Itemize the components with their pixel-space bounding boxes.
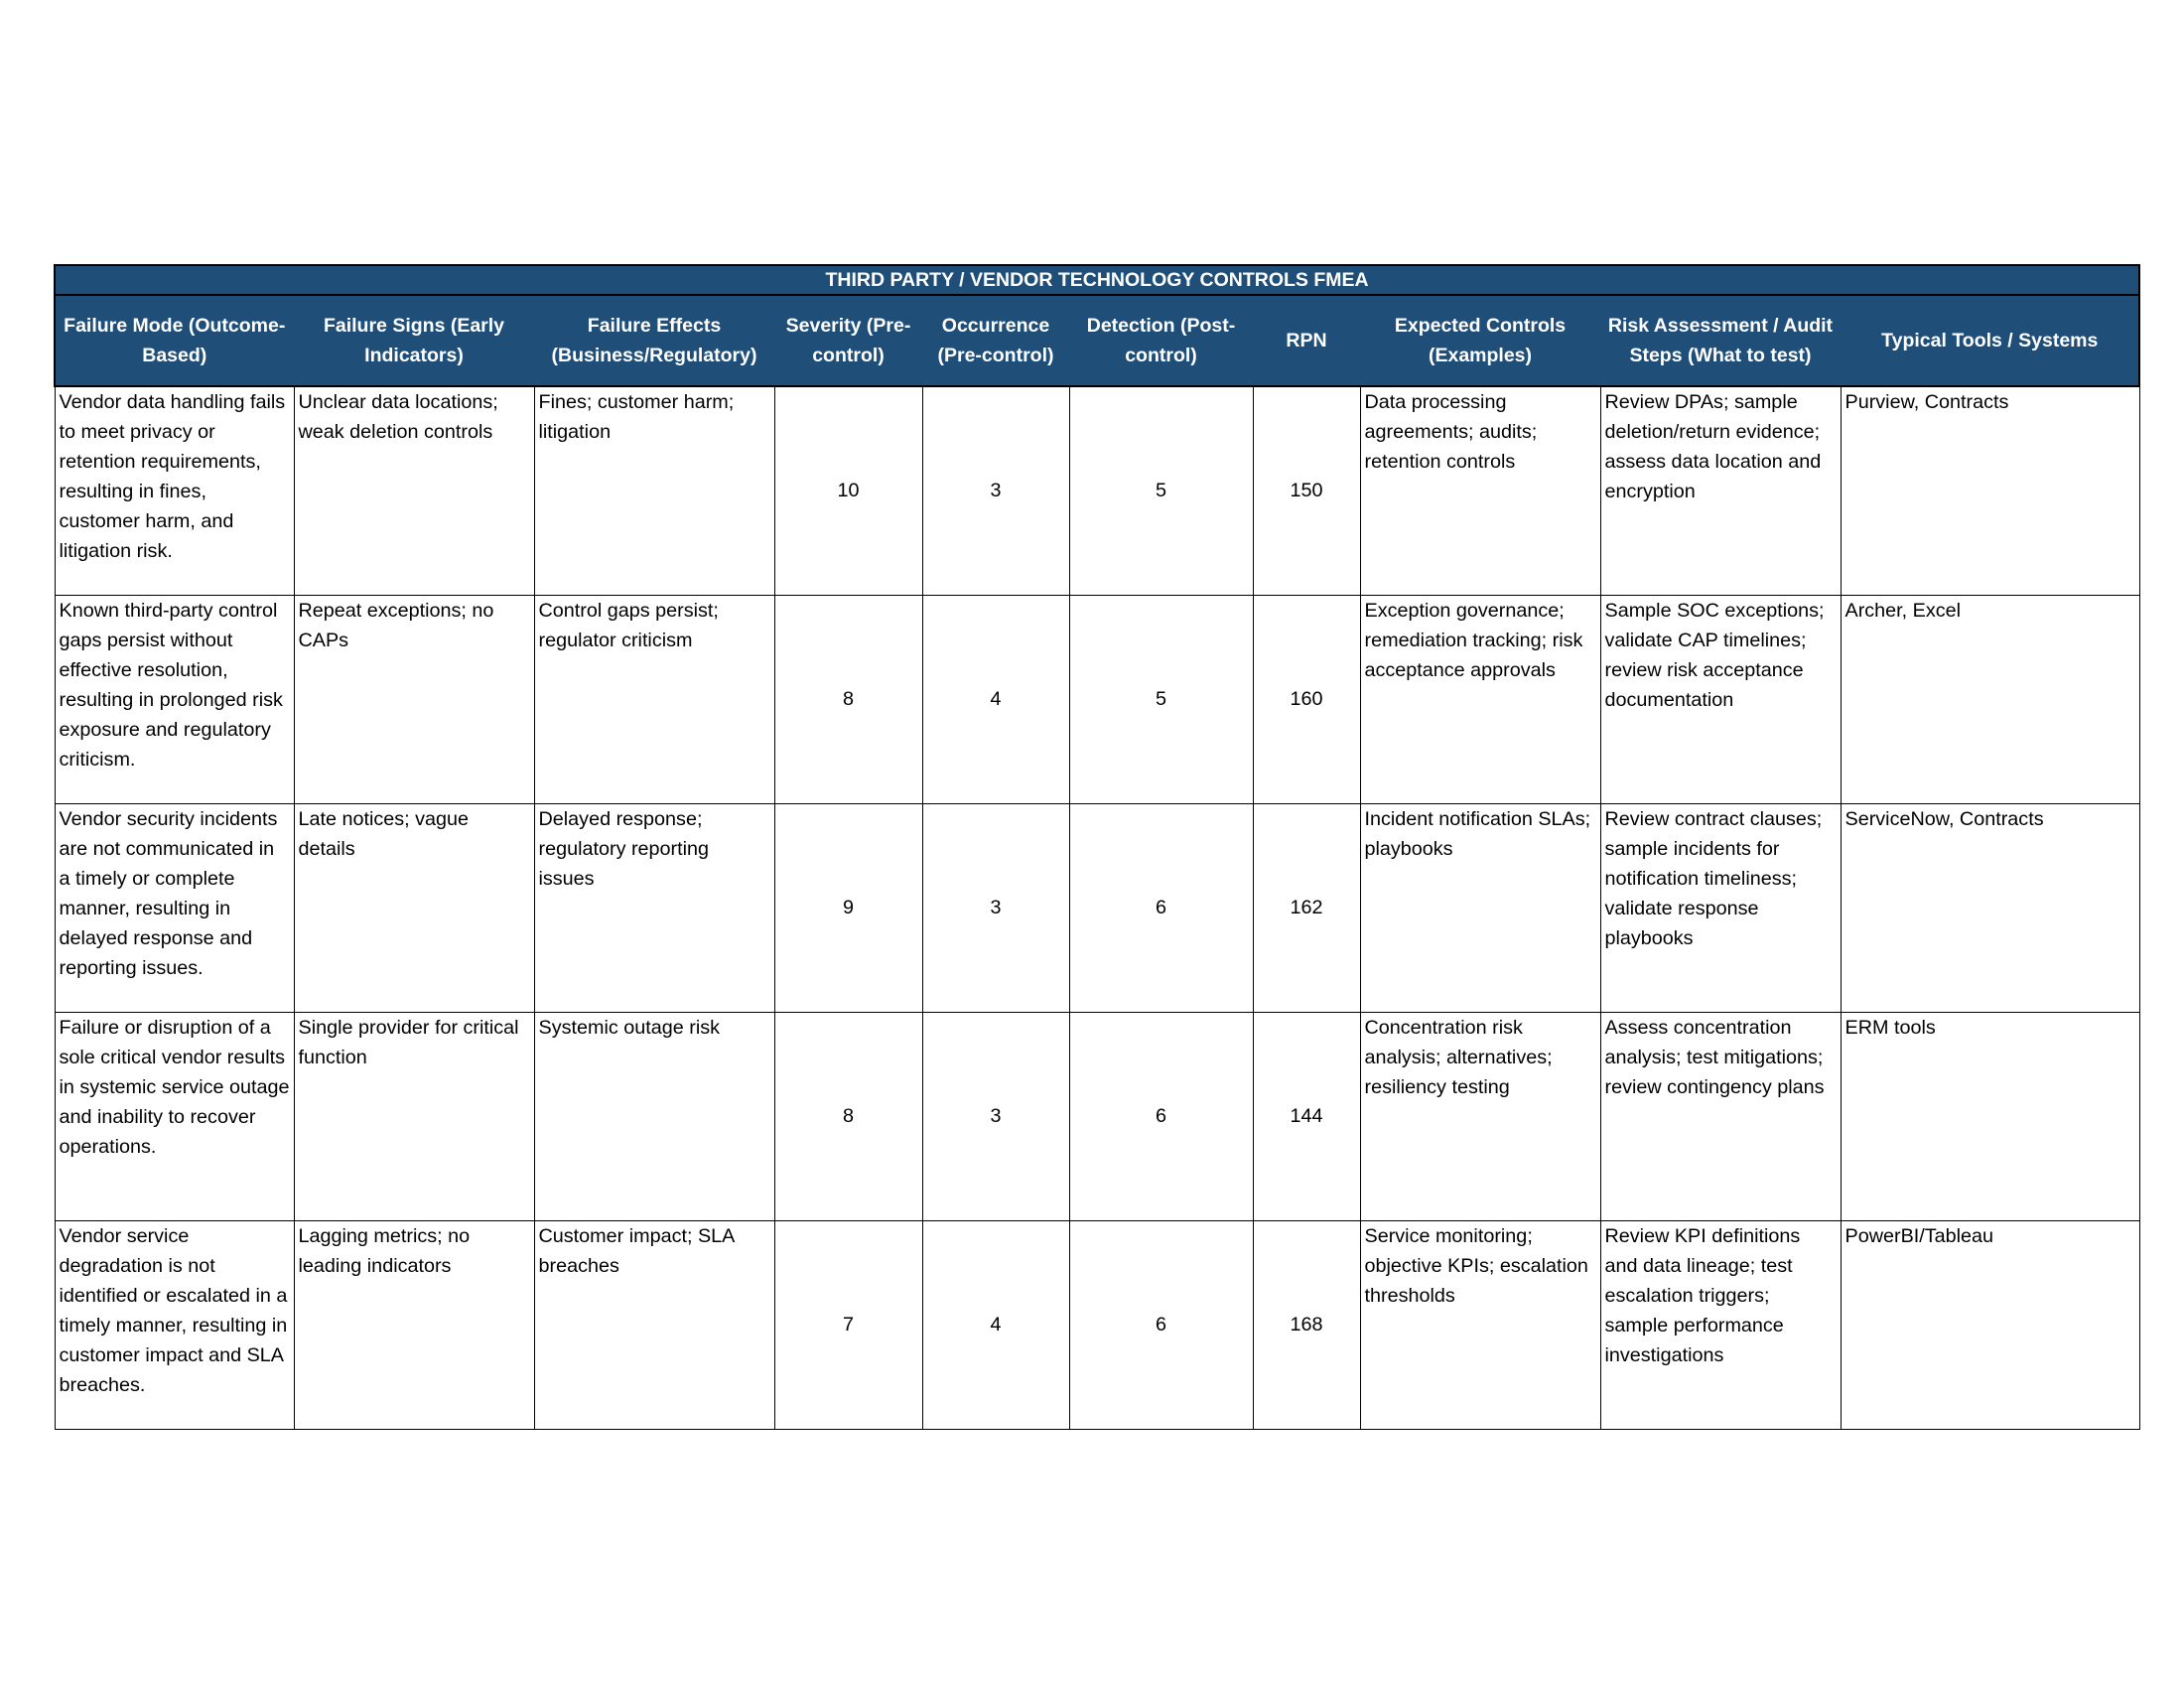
failure-signs-cell: Repeat exceptions; no CAPs bbox=[294, 595, 534, 803]
expected-controls-cell: Service monitoring; objective KPIs; escalation thresholds bbox=[1360, 1220, 1600, 1429]
failure-effects-cell: Systemic outage risk bbox=[534, 1012, 774, 1220]
severity-cell: 8 bbox=[774, 595, 922, 803]
occurrence-cell: 3 bbox=[922, 1012, 1069, 1220]
failure-mode-cell: Vendor security incidents are not communicated in a timely or complete manner, resulting in delayed response and reporting issues. bbox=[55, 803, 294, 1012]
audit-steps-cell: Review KPI definitions and data lineage; test escalation triggers; sample performance investigations bbox=[1600, 1220, 1841, 1429]
failure-signs-cell: Single provider for critical function bbox=[294, 1012, 534, 1220]
table-title: THIRD PARTY / VENDOR TECHNOLOGY CONTROLS FMEA bbox=[55, 265, 2139, 295]
occurrence-cell: 4 bbox=[922, 595, 1069, 803]
header-failure-mode: Failure Mode (Outcome-Based) bbox=[55, 295, 294, 386]
failure-mode-cell: Vendor service degradation is not identified or escalated in a timely manner, resulting in customer impact and SLA breaches. bbox=[55, 1220, 294, 1429]
header-rpn: RPN bbox=[1253, 295, 1360, 386]
audit-steps-cell: Sample SOC exceptions; validate CAP timelines; review risk acceptance documentation bbox=[1600, 595, 1841, 803]
header-failure-signs: Failure Signs (Early Indicators) bbox=[294, 295, 534, 386]
fmea-table bbox=[54, 264, 2140, 1430]
occurrence-cell: 4 bbox=[922, 1220, 1069, 1429]
audit-steps-cell: Review contract clauses; sample incidents for notification timeliness; validate response playbooks bbox=[1600, 803, 1841, 1012]
occurrence-cell: 3 bbox=[922, 386, 1069, 595]
table-row bbox=[55, 1220, 2139, 1429]
table-row bbox=[55, 1012, 2139, 1220]
tools-cell: ERM tools bbox=[1841, 1012, 2139, 1220]
expected-controls-cell: Exception governance; remediation tracking; risk acceptance approvals bbox=[1360, 595, 1600, 803]
detection-cell: 6 bbox=[1069, 803, 1253, 1012]
failure-mode-cell: Vendor data handling fails to meet privacy or retention requirements, resulting in fines, customer harm, and litigation risk. bbox=[55, 386, 294, 595]
failure-signs-cell: Unclear data locations; weak deletion controls bbox=[294, 386, 534, 595]
detection-cell: 6 bbox=[1069, 1220, 1253, 1429]
severity-cell: 7 bbox=[774, 1220, 922, 1429]
header-audit-steps: Risk Assessment / Audit Steps (What to test) bbox=[1600, 295, 1841, 386]
header-row bbox=[55, 295, 2139, 386]
occurrence-cell: 3 bbox=[922, 803, 1069, 1012]
severity-cell: 8 bbox=[774, 1012, 922, 1220]
tools-cell: PowerBI/Tableau bbox=[1841, 1220, 2139, 1429]
header-failure-effects: Failure Effects (Business/Regulatory) bbox=[534, 295, 774, 386]
detection-cell: 6 bbox=[1069, 1012, 1253, 1220]
detection-cell: 5 bbox=[1069, 595, 1253, 803]
header-expected-controls: Expected Controls (Examples) bbox=[1360, 295, 1600, 386]
failure-signs-cell: Late notices; vague details bbox=[294, 803, 534, 1012]
table-row bbox=[55, 386, 2139, 595]
rpn-cell: 162 bbox=[1253, 803, 1360, 1012]
tools-cell: Archer, Excel bbox=[1841, 595, 2139, 803]
audit-steps-cell: Review DPAs; sample deletion/return evidence; assess data location and encryption bbox=[1600, 386, 1841, 595]
failure-effects-cell: Control gaps persist; regulator criticism bbox=[534, 595, 774, 803]
failure-signs-cell: Lagging metrics; no leading indicators bbox=[294, 1220, 534, 1429]
failure-mode-cell: Failure or disruption of a sole critical vendor results in systemic service outage and inability to recover operations. bbox=[55, 1012, 294, 1220]
header-severity: Severity (Pre-control) bbox=[774, 295, 922, 386]
failure-effects-cell: Delayed response; regulatory reporting issues bbox=[534, 803, 774, 1012]
rpn-cell: 168 bbox=[1253, 1220, 1360, 1429]
rpn-cell: 160 bbox=[1253, 595, 1360, 803]
header-tools: Typical Tools / Systems bbox=[1841, 295, 2139, 386]
header-detection: Detection (Post-control) bbox=[1069, 295, 1253, 386]
severity-cell: 9 bbox=[774, 803, 922, 1012]
failure-mode-cell: Known third-party control gaps persist without effective resolution, resulting in prolonged risk exposure and regulatory criticism. bbox=[55, 595, 294, 803]
table-row bbox=[55, 595, 2139, 803]
detection-cell: 5 bbox=[1069, 386, 1253, 595]
expected-controls-cell: Concentration risk analysis; alternatives; resiliency testing bbox=[1360, 1012, 1600, 1220]
expected-controls-cell: Data processing agreements; audits; retention controls bbox=[1360, 386, 1600, 595]
rpn-cell: 150 bbox=[1253, 386, 1360, 595]
header-occurrence: Occurrence (Pre-control) bbox=[922, 295, 1069, 386]
audit-steps-cell: Assess concentration analysis; test mitigations; review contingency plans bbox=[1600, 1012, 1841, 1220]
tools-cell: ServiceNow, Contracts bbox=[1841, 803, 2139, 1012]
tools-cell: Purview, Contracts bbox=[1841, 386, 2139, 595]
table-row bbox=[55, 803, 2139, 1012]
expected-controls-cell: Incident notification SLAs; playbooks bbox=[1360, 803, 1600, 1012]
severity-cell: 10 bbox=[774, 386, 922, 595]
failure-effects-cell: Customer impact; SLA breaches bbox=[534, 1220, 774, 1429]
failure-effects-cell: Fines; customer harm; litigation bbox=[534, 386, 774, 595]
rpn-cell: 144 bbox=[1253, 1012, 1360, 1220]
